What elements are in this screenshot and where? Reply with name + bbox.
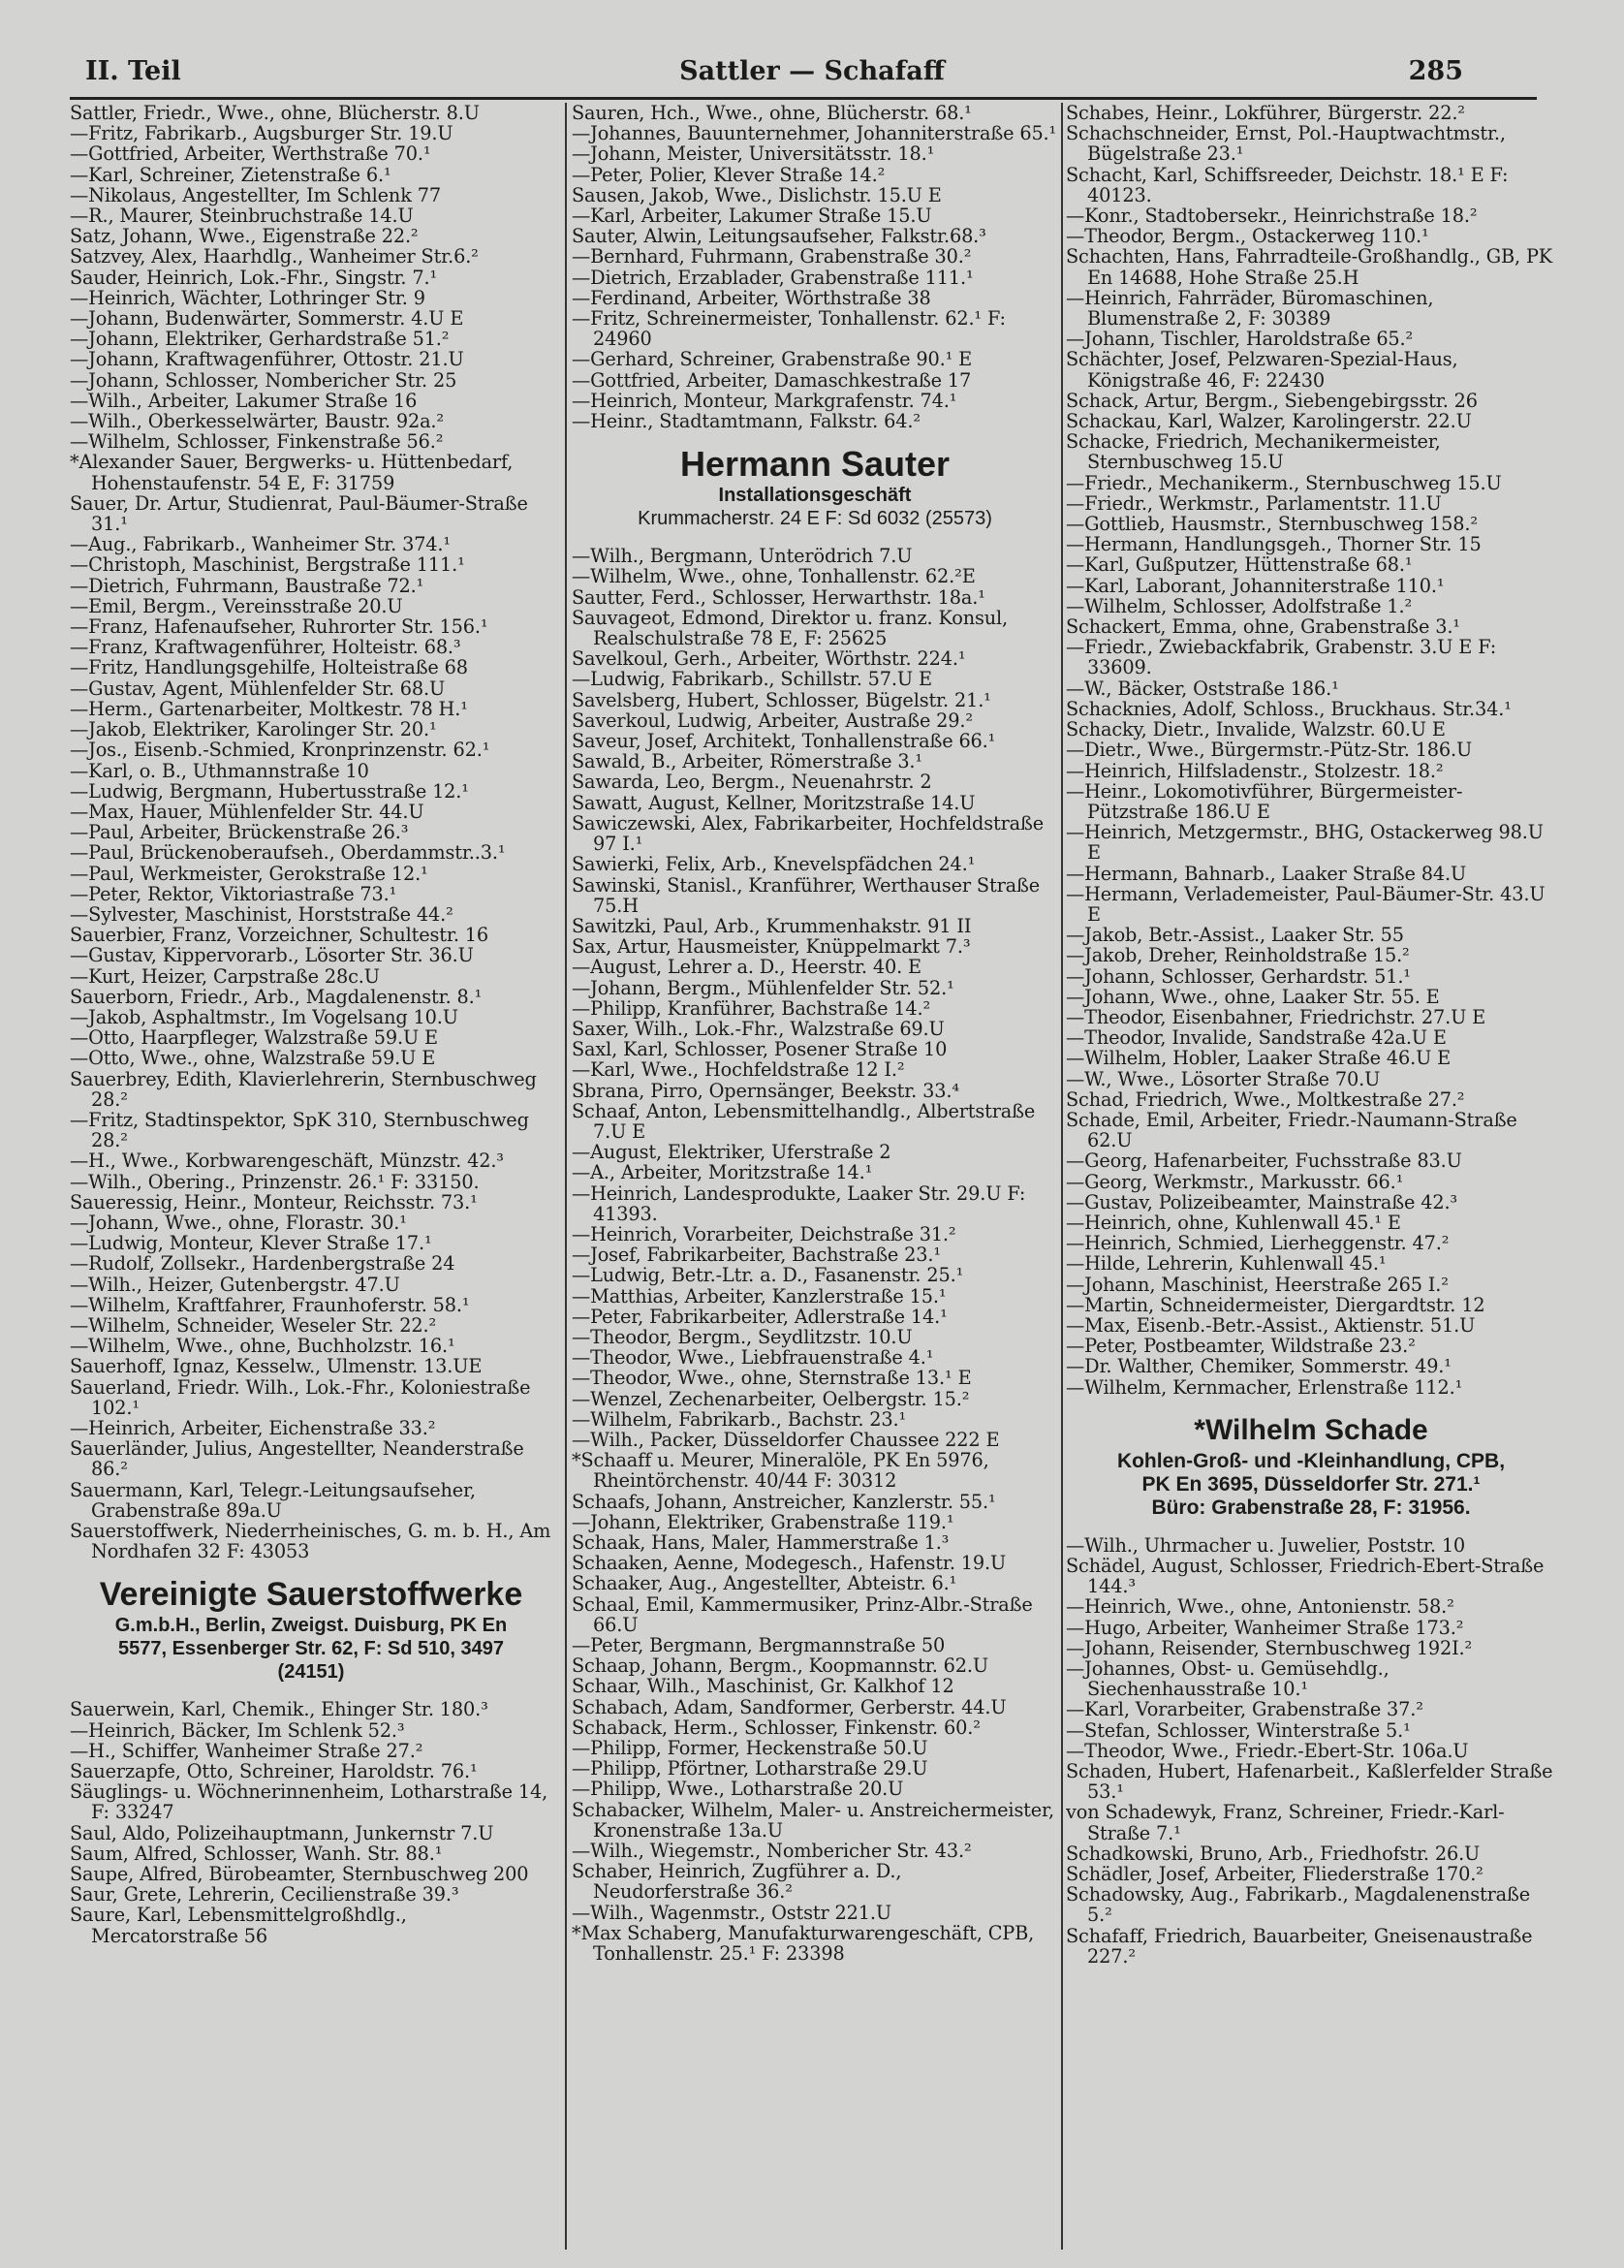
directory-entry: Schaap, Johann, Bergm., Koopmannstr. 62.U: [572, 1654, 988, 1678]
header-rule: [70, 97, 1537, 100]
directory-entry: —Paul, Arbeiter, Brückenstraße 26.³: [70, 821, 409, 844]
directory-entry: Sauter, Alwin, Leitungsaufseher, Falkstr.68.³: [572, 225, 986, 248]
directory-entry: —Karl, Schreiner, Zietenstraße 6.¹: [70, 163, 391, 186]
column-left: [70, 103, 552, 2254]
directory-entry: —Theodor, Invalide, Sandstraße 42a.U E: [1066, 1026, 1447, 1050]
directory-entry: —Otto, Wwe., ohne, Walzstraße 59.U E: [70, 1047, 436, 1070]
page-header: [0, 56, 1624, 95]
directory-entry: —Johann, Wwe., ohne, Florastr. 30.¹: [70, 1211, 407, 1234]
directory-entry: Schafaff, Friedrich, Bauarbeiter, Gneisenaustraße 227.²: [1066, 1924, 1533, 1968]
directory-entry: Schaden, Hubert, Hafenarbeit., Kaßlerfelder Straße 53.¹: [1066, 1760, 1553, 1804]
directory-entry: —Heinrich, Wächter, Lothringer Str. 9: [70, 286, 425, 309]
directory-entry: Schabes, Heinr., Lokführer, Bürgerstr. 22.²: [1066, 103, 1465, 124]
directory-entry: —Josef, Fabrikarbeiter, Bachstraße 23.¹: [572, 1244, 941, 1267]
directory-entry: —Wilhelm, Kernmacher, Erlenstraße 112.¹: [1066, 1375, 1463, 1399]
directory-entry: —Theodor, Bergm., Ostackerweg 110.¹: [1066, 225, 1429, 248]
directory-entry: —Peter, Fabrikarbeiter, Adlerstraße 14.¹: [572, 1305, 948, 1328]
directory-entry: —Theodor, Eisenbahner, Friedrichstr. 27.U E: [1066, 1005, 1486, 1028]
directory-entry: Schaal, Emil, Kammermusiker, Prinz-Albr.-Straße 66.U: [572, 1592, 1033, 1636]
directory-entry: —Karl, Arbeiter, Lakumer Straße 15.U: [572, 205, 932, 228]
directory-entry: Sattler, Friedr., Wwe., ohne, Blücherstr. 8.U: [70, 103, 480, 124]
directory-entry: Sawitzki, Paul, Arb., Krummenhakstr. 91 II: [572, 914, 972, 937]
directory-entry: —Johann, Reisender, Sternbuschweg 192I.²: [1066, 1636, 1473, 1659]
directory-entry: Schacht, Karl, Schiffsreeder, Deichstr. 18.¹ E F: 40123.: [1066, 163, 1509, 206]
directory-entry: —Philipp, Kranführer, Bachstraße 14.²: [572, 996, 931, 1020]
directory-entry: —Fritz, Schreinermeister, Tonhallenstr. 62.¹ F: 24960: [572, 307, 1006, 351]
directory-entry: —Johann, Wwe., ohne, Laaker Str. 55. E: [1066, 985, 1440, 1008]
directory-entry: —Dietr., Wwe., Bürgermstr.-Pütz-Str. 186.U: [1066, 739, 1473, 762]
directory-entry: —Johann, Bergm., Mühlenfelder Str. 52.¹: [572, 976, 954, 999]
directory-entry: *Schaaff u. Meurer, Mineralöle, PK En 5976, Rheintörchenstr. 40/44 F: 30312: [572, 1449, 989, 1493]
directory-entry: —Johann, Schlosser, Gerhardstr. 51.¹: [1066, 964, 1411, 988]
directory-entry: Sauren, Hch., Wwe., ohne, Blücherstr. 68.¹: [572, 103, 972, 124]
advert-title: Vereinigte Sauerstoffwerke: [99, 1576, 523, 1614]
directory-entry: Saverkoul, Ludwig, Arbeiter, Austraße 29.²: [572, 709, 973, 732]
directory-entry: Sauerbier, Franz, Vorzeichner, Schultestr. 16: [70, 924, 489, 947]
directory-entry: —Heinrich, Hilfsladenstr., Stolzestr. 18.²: [1066, 759, 1444, 782]
advert-line: Kohlen-Groß- und -Kleinhandlung, CPB,: [1116, 1449, 1506, 1472]
directory-entry: —Herm., Gartenarbeiter, Moltkestr. 78 H.¹: [70, 697, 468, 720]
directory-entry: Schacke, Friedrich, Mechanikermeister, Sternbuschweg 15.U: [1066, 430, 1441, 474]
directory-entry: —Emil, Bergm., Vereinsstraße 20.U: [70, 594, 403, 617]
directory-entry: —Christoph, Maschinist, Bergstraße 111.¹: [70, 553, 465, 577]
directory-entry: Schaaken, Aenne, Modegesch., Hafenstr. 19.U: [572, 1552, 1007, 1575]
directory-entry: Schachten, Hans, Fahrradteile-Großhandlg., GB, PK En 14688, Hohe Straße 25.H: [1066, 245, 1553, 289]
directory-entry: Sawarda, Leo, Bergm., Neuenahrstr. 2: [572, 771, 932, 794]
directory-entry: Saul, Aldo, Polizeihauptmann, Junkernstr 7.U: [70, 1821, 494, 1844]
directory-entry: Sbrana, Pirro, Opernsänger, Beekstr. 33.⁴: [572, 1079, 959, 1102]
directory-entry: —Georg, Hafenarbeiter, Fuchsstraße 83.U: [1066, 1150, 1462, 1173]
directory-entry: —Philipp, Pförtner, Lotharstraße 29.U: [572, 1757, 928, 1780]
page-title: Sattler — Schafaff: [679, 56, 945, 86]
directory-entry: —Max, Hauer, Mühlenfelder Str. 44.U: [70, 800, 424, 823]
directory-entry: —Johannes, Bauunternehmer, Johanniterstraße 65.¹: [572, 122, 1057, 145]
directory-entry: Schaak, Hans, Maler, Hammerstraße 1.³: [572, 1531, 950, 1554]
directory-entry: —Wenzel, Zechenarbeiter, Oelbergstr. 15.²: [572, 1387, 970, 1410]
directory-entry: —Heinrich, Bäcker, Im Schlenk 52.³: [70, 1718, 405, 1742]
directory-entry: —Paul, Werkmeister, Gerokstraße 12.¹: [70, 862, 428, 885]
directory-entry: —Jakob, Dreher, Reinholdstraße 15.²: [1066, 944, 1410, 967]
directory-entry: —Hilde, Lehrerin, Kuhlenwall 45.¹: [1066, 1252, 1387, 1276]
column-divider: [565, 103, 567, 2250]
directory-entry: —Peter, Postbeamter, Wildstraße 23.²: [1066, 1335, 1416, 1358]
directory-entry: —Ludwig, Fabrikarb., Schillstr. 57.U E: [572, 668, 932, 691]
directory-entry: —Friedr., Mechanikerm., Sternbuschweg 15.U: [1066, 471, 1502, 494]
directory-entry: Schaback, Herm., Schlosser, Finkenstr. 60.²: [572, 1716, 981, 1739]
directory-entry: —Georg, Werkmstr., Markusstr. 66.¹: [1066, 1170, 1404, 1193]
advert-vereinigte-sauerstoffwerke: [70, 1575, 552, 1684]
directory-entry: —Friedr., Zwiebackfabrik, Grabenstr. 3.U E F: 33609.: [1066, 636, 1497, 679]
directory-entry: —Jos., Eisenb.-Schmied, Kronprinzenstr. 62.¹: [70, 739, 490, 762]
directory-entry: Schädler, Josef, Arbeiter, Fliederstraße 170.²: [1066, 1863, 1483, 1886]
directory-entry: Satz, Johann, Wwe., Eigenstraße 22.²: [70, 225, 419, 248]
directory-entry: —Theodor, Wwe., Friedr.-Ebert-Str. 106a.U: [1066, 1739, 1469, 1762]
advert-title: Hermann Sauter: [679, 444, 951, 485]
directory-entry: —Hermann, Bahnarb., Laaker Straße 84.U: [1066, 862, 1467, 885]
directory-entry: —Wilhelm, Wwe., ohne, Buchholzstr. 16.¹: [70, 1335, 455, 1358]
entry-list: [572, 546, 1058, 1964]
directory-entry: —Johann, Meister, Universitätsstr. 18.¹: [572, 142, 935, 166]
advert-line: (24151): [277, 1661, 345, 1684]
directory-entry: —Heinr., Lokomotivführer, Bürgermeister-Pützstraße 186.U E: [1066, 779, 1463, 823]
directory-entry: Saxl, Karl, Schlosser, Posener Straße 10: [572, 1038, 948, 1061]
directory-entry: —Wilh., Packer, Düsseldorfer Chaussee 222 E: [572, 1428, 1000, 1451]
directory-entry: —Dietrich, Erzablader, Grabenstraße 111.¹: [572, 266, 974, 289]
directory-entry: —Hermann, Verlademeister, Paul-Bäumer-Str. 43.U E: [1066, 882, 1546, 926]
directory-entry: —Gustav, Agent, Mühlenfelder Str. 68.U: [70, 677, 446, 700]
directory-entry: —Wilhelm, Fabrikarb., Bachstr. 23.¹: [572, 1407, 907, 1431]
directory-entry: —Johann, Schlosser, Nombericher Str. 25: [70, 368, 457, 392]
directory-entry: —A., Arbeiter, Moritzstraße 14.¹: [572, 1161, 873, 1184]
entry-list: [572, 103, 1058, 431]
directory-entry: —Johannes, Obst- u. Gemüsehdlg., Siechenhausstraße 10.¹: [1066, 1657, 1390, 1701]
advert-line: PK En 3695, Düsseldorfer Str. 271.¹: [1141, 1472, 1481, 1496]
directory-entry: —Heinrich, Landesprodukte, Laaker Str. 29.U F: 41393.: [572, 1181, 1026, 1225]
directory-entry: Sauerhoff, Ignaz, Kesselw., Ulmenstr. 13.UE: [70, 1355, 483, 1378]
directory-entry: —Wilhelm, Schlosser, Adolfstraße 1.²: [1066, 594, 1413, 617]
directory-entry: —Jakob, Elektriker, Karolinger Str. 20.¹: [70, 718, 437, 741]
directory-entry: Sausen, Jakob, Wwe., Dislichstr. 15.U E: [572, 183, 942, 206]
directory-entry: —Sylvester, Maschinist, Horststraße 44.²: [70, 902, 453, 926]
directory-entry: —Konr., Stadtobersekr., Heinrichstraße 18.²: [1066, 205, 1478, 228]
directory-entry: —Aug., Fabrikarb., Wanheimer Str. 374.¹: [70, 533, 451, 556]
directory-entry: Saueressig, Heinr., Monteur, Reichsstr. 73.¹: [70, 1190, 478, 1213]
column-right: [1066, 103, 1556, 2254]
directory-entry: Sauvageot, Edmond, Direktor u. franz. Konsul, Realschulstraße 78 E, F: 25625: [572, 606, 1008, 650]
directory-entry: Saxer, Wilh., Lok.-Fhr., Walzstraße 69.U: [572, 1017, 945, 1040]
page-number: 285: [1408, 56, 1463, 86]
directory-entry: Schacky, Dietr., Invalide, Walzstr. 60.U E: [1066, 718, 1446, 741]
directory-entry: —Wilhelm, Schneider, Weseler Str. 22.²: [70, 1313, 437, 1337]
directory-entry: —Heinrich, Monteur, Markgrafenstr. 74.¹: [572, 389, 957, 412]
directory-entry: Saveur, Josef, Architekt, Tonhallenstraße 66.¹: [572, 730, 996, 753]
directory-entry: —Max, Eisenb.-Betr.-Assist., Aktienstr. 51.U: [1066, 1313, 1476, 1337]
directory-entry: —Philipp, Wwe., Lotharstraße 20.U: [572, 1778, 904, 1801]
directory-entry: Saure, Karl, Lebensmittelgroßhdlg., Mercatorstraße 56: [70, 1904, 407, 1947]
directory-entry: —Wilhelm, Kraftfahrer, Fraunhoferstr. 58.¹: [70, 1293, 470, 1316]
directory-entry: —Heinr., Stadtamtmann, Falkstr. 64.²: [572, 410, 921, 433]
directory-entry: —Gottfried, Arbeiter, Damaschkestraße 17: [572, 368, 972, 392]
directory-entry: Saum, Alfred, Schlosser, Wanh. Str. 88.¹: [70, 1842, 443, 1865]
directory-entry: Sauerwein, Karl, Chemik., Ehinger Str. 180.³: [70, 1698, 488, 1721]
directory-entry: Schabach, Adam, Sandformer, Gerberstr. 44.U: [572, 1695, 1007, 1718]
directory-entry: Sauermann, Karl, Telegr.-Leitungsaufseher, Grabenstraße 89a.U: [70, 1478, 476, 1522]
directory-entry: —Wilh., Heizer, Gutenbergstr. 47.U: [70, 1273, 400, 1296]
directory-entry: *Alexander Sauer, Bergwerks- u. Hüttenbedarf, Hohenstaufenstr. 54 E, F: 31759: [70, 451, 514, 494]
directory-entry: —Theodor, Wwe., ohne, Sternstraße 13.¹ E: [572, 1367, 972, 1390]
directory-entry: —Fritz, Fabrikarb., Augsburger Str. 19.U: [70, 122, 453, 145]
directory-entry: Schächter, Josef, Pelzwaren-Spezial-Haus, Königstraße 46, F: 22430: [1066, 348, 1458, 392]
directory-entry: Satzvey, Alex, Haarhdlg., Wanheimer Str.6.²: [70, 245, 479, 268]
column-middle: [572, 103, 1058, 2254]
directory-entry: Sawierki, Felix, Arb., Knevelspfädchen 24.¹: [572, 853, 976, 876]
directory-entry: —Wilh., Wiegemstr., Nombericher Str. 43.²: [572, 1840, 972, 1863]
directory-entry: —Kurt, Heizer, Carpstraße 28c.U: [70, 964, 380, 988]
directory-entry: Sautter, Ferd., Schlosser, Herwarthstr. 18a.¹: [572, 585, 985, 609]
directory-entry: Schaar, Wilh., Maschinist, Gr. Kalkhof 12: [572, 1675, 954, 1698]
section-label: II. Teil: [85, 56, 181, 86]
directory-entry: —Peter, Polier, Klever Straße 14.²: [572, 163, 886, 186]
directory-entry: —Gerhard, Schreiner, Grabenstraße 90.¹ E: [572, 348, 973, 371]
directory-entry: —Wilhelm, Schlosser, Finkenstraße 56.²: [70, 430, 444, 454]
directory-entry: —Stefan, Schlosser, Winterstraße 5.¹: [1066, 1718, 1411, 1742]
directory-entry: Schadkowski, Bruno, Arb., Friedhofstr. 26.U: [1066, 1842, 1481, 1865]
directory-entry: —Wilhelm, Hobler, Laaker Straße 46.U E: [1066, 1047, 1452, 1070]
directory-entry: —Peter, Rektor, Viktoriastraße 73.¹: [70, 882, 397, 905]
directory-entry: Schaaker, Aug., Angestellter, Abteistr. 6.¹: [572, 1572, 957, 1595]
directory-entry: —Theodor, Bergm., Seydlitzstr. 10.U: [572, 1325, 913, 1348]
directory-entry: —Fritz, Stadtinspektor, SpK 310, Sternbuschweg 28.²: [70, 1108, 529, 1152]
directory-entry: Schacknies, Adolf, Schloss., Bruckhaus. Str.34.¹: [1066, 697, 1512, 720]
advert-line: 5577, Essenberger Str. 62, F: Sd 510, 3497: [117, 1638, 504, 1660]
directory-entry: —Johann, Kraftwagenführer, Ottostr. 21.U: [70, 348, 464, 371]
directory-entry: —Karl, Vorarbeiter, Grabenstraße 37.²: [1066, 1698, 1423, 1721]
directory-entry: Sauerborn, Friedr., Arb., Magdalenenstr. 8.¹: [70, 985, 483, 1008]
advert-line: Krummacherstr. 24 E F: Sd 6032 (25573): [638, 508, 992, 530]
directory-entry: Savelsberg, Hubert, Schlosser, Bügelstr. 21.¹: [572, 688, 991, 711]
directory-entry: —Ludwig, Betr.-Ltr. a. D., Fasanenstr. 25.¹: [572, 1264, 964, 1287]
directory-entry: Saupe, Alfred, Bürobeamter, Sternbuschweg 200: [70, 1863, 529, 1886]
advert-hermann-sauter: [572, 445, 1058, 530]
directory-entry: Sauerstoffwerk, Niederrheinisches, G. m. b. H., Am Nordhafen 32 F: 43053: [70, 1520, 551, 1563]
directory-entry: —Wilh., Arbeiter, Lakumer Straße 16: [70, 389, 418, 412]
directory-entry: Sawiczewski, Alex, Fabrikarbeiter, Hochfeldstraße 97 I.¹: [572, 811, 1044, 856]
advert-line: Installationsgeschäft: [718, 485, 912, 507]
advert-line: G.m.b.H., Berlin, Zweigst. Duisburg, PK En: [114, 1615, 508, 1637]
entry-list: [70, 103, 552, 1561]
directory-entry: Schachschneider, Ernst, Pol.-Hauptwachtmstr., Bügelstraße 23.¹: [1066, 122, 1506, 166]
directory-entry: Schack, Artur, Bergm., Siebengebirgsstr. 26: [1066, 389, 1478, 412]
directory-entry: —Ludwig, Monteur, Klever Straße 17.¹: [70, 1232, 432, 1255]
directory-entry: —Johann, Maschinist, Heerstraße 265 I.²: [1066, 1273, 1449, 1296]
directory-entry: Säuglings- u. Wöchnerinnenheim, Lotharstraße 14, F: 33247: [70, 1780, 548, 1824]
directory-entry: —R., Maurer, Steinbruchstraße 14.U: [70, 205, 414, 228]
directory-entry: Sawald, B., Arbeiter, Römerstraße 3.¹: [572, 750, 922, 773]
directory-entry: —Heinrich, Wwe., ohne, Antonienstr. 58.²: [1066, 1595, 1454, 1619]
directory-entry: Sauerländer, Julius, Angestellter, Neanderstraße 86.²: [70, 1437, 524, 1481]
directory-entry: —H., Schiffer, Wanheimer Straße 27.²: [70, 1739, 423, 1762]
directory-entry: Schabacker, Wilhelm, Maler- u. Anstreichermeister, Kronenstraße 13a.U: [572, 1798, 1054, 1842]
directory-entry: —Franz, Hafenaufseher, Ruhrorter Str. 156.¹: [70, 615, 488, 639]
directory-entry: —Heinrich, ohne, Kuhlenwall 45.¹ E: [1066, 1211, 1401, 1234]
directory-entry: —H., Wwe., Korbwarengeschäft, Münzstr. 42.³: [70, 1150, 504, 1173]
directory-entry: —Karl, o. B., Uthmannstraße 10: [70, 759, 369, 782]
directory-entry: —W., Wwe., Lösorter Straße 70.U: [1066, 1067, 1381, 1090]
directory-entry: Schädel, August, Schlosser, Friedrich-Ebert-Straße 144.³: [1066, 1555, 1545, 1598]
directory-entry: —Friedr., Werkmstr., Parlamentstr. 11.U: [1066, 491, 1442, 515]
directory-entry: —Gottlieb, Hausmstr., Sternbuschweg 158.²: [1066, 513, 1478, 536]
directory-entry: *Max Schaberg, Manufakturwarengeschäft, CPB, Tonhallenstr. 25.¹ F: 23398: [572, 1921, 1035, 1966]
directory-entry: —Ferdinand, Arbeiter, Wörthstraße 38: [572, 286, 931, 309]
directory-entry: Sauer, Dr. Artur, Studienrat, Paul-Bäumer-Straße 31.¹: [70, 491, 528, 536]
directory-entry: —Wilh., Uhrmacher u. Juwelier, Poststr. 10: [1066, 1533, 1466, 1557]
directory-entry: —Johann, Elektriker, Grabenstraße 119.¹: [572, 1510, 954, 1533]
directory-entry: —Jakob, Betr.-Assist., Laaker Str. 55: [1066, 924, 1404, 947]
directory-entry: —Philipp, Former, Heckenstraße 50.U: [572, 1737, 928, 1760]
directory-entry: Sauder, Heinrich, Lok.-Fhr., Singstr. 7.¹: [70, 266, 438, 289]
directory-entry: Sauerbrey, Edith, Klavierlehrerin, Sternbuschweg 28.²: [70, 1067, 537, 1111]
directory-entry: —Paul, Brückenoberaufseh., Oberdammstr..3.¹: [70, 841, 506, 865]
directory-entry: —Rudolf, Zollsekr., Hardenbergstraße 24: [70, 1252, 455, 1276]
directory-entry: —Peter, Bergmann, Bergmannstraße 50: [572, 1634, 946, 1657]
directory-entry: —Wilh., Wagenmstr., Oststr 221.U: [572, 1901, 891, 1924]
directory-entry: Schackau, Karl, Walzer, Karolingerstr. 22.U: [1066, 410, 1472, 433]
directory-entry: —W., Bäcker, Oststraße 186.¹: [1066, 677, 1339, 700]
advert-wilhelm-schade: [1066, 1411, 1556, 1520]
directory-entry: —Karl, Laborant, Johanniterstraße 110.¹: [1066, 574, 1445, 597]
directory-entry: Sawinski, Stanisl., Kranführer, Werthauser Straße 75.H: [572, 873, 1040, 917]
directory-entry: —Heinrich, Vorarbeiter, Deichstraße 31.²: [572, 1222, 956, 1245]
directory-entry: —Wilhelm, Wwe., ohne, Tonhallenstr. 62.²E: [572, 565, 976, 588]
directory-entry: Schad, Friedrich, Wwe., Moltkestraße 27.²: [1066, 1087, 1465, 1111]
directory-entry: Schadowsky, Aug., Fabrikarb., Magdalenenstraße 5.²: [1066, 1883, 1531, 1927]
directory-entry: —Heinrich, Schmied, Lierheggenstr. 47.²: [1066, 1232, 1450, 1255]
directory-entry: —Johann, Elektriker, Gerhardstraße 51.²: [70, 328, 450, 351]
directory-entry: Schade, Emil, Arbeiter, Friedr.-Naumann-Straße 62.U: [1066, 1108, 1517, 1152]
directory-entry: —Johann, Budenwärter, Sommerstr. 4.U E: [70, 307, 464, 331]
directory-entry: —Heinrich, Metzgermstr., BHG, Ostackerweg 98.U E: [1066, 821, 1544, 865]
directory-entry: —Theodor, Wwe., Liebfrauenstraße 4.¹: [572, 1346, 934, 1370]
directory-entry: —Wilh., Obering., Prinzenstr. 26.¹ F: 33150.: [70, 1170, 480, 1193]
directory-entry: Schaafs, Johann, Anstreicher, Kanzlerstr. 55.¹: [572, 1490, 996, 1513]
directory-entry: —Karl, Gußputzer, Hüttenstraße 68.¹: [1066, 553, 1413, 577]
directory-entry: —Hermann, Handlungsgeh., Thorner Str. 15: [1066, 533, 1482, 556]
entry-list: [1066, 103, 1556, 1398]
directory-entry: von Schadewyk, Franz, Schreiner, Friedr.-Karl-Straße 7.¹: [1066, 1801, 1505, 1844]
directory-entry: —Nikolaus, Angestellter, Im Schlenk 77: [70, 183, 441, 206]
directory-entry: Schaber, Heinrich, Zugführer a. D., Neudorferstraße 36.²: [572, 1860, 902, 1904]
directory-entry: Savelkoul, Gerh., Arbeiter, Wörthstr. 224.¹: [572, 647, 966, 671]
directory-entry: Sauerland, Friedr. Wilh., Lok.-Fhr., Koloniestraße 102.¹: [70, 1375, 531, 1419]
directory-entry: —Karl, Wwe., Hochfeldstraße 12 I.²: [572, 1058, 905, 1082]
directory-entry: —Otto, Haarpfleger, Walzstraße 59.U E: [70, 1026, 438, 1050]
directory-entry: —Fritz, Handlungsgehilfe, Holteistraße 68: [70, 656, 468, 679]
directory-entry: —Dietrich, Fuhrmann, Baustraße 72.¹: [70, 574, 424, 597]
advert-title: *Wilhelm Schade: [1194, 1413, 1428, 1446]
directory-entry: —Johann, Tischler, Haroldstraße 65.²: [1066, 328, 1414, 351]
directory-entry: —August, Lehrer a. D., Heerstr. 40. E: [572, 956, 921, 979]
directory-entry: —Heinrich, Fahrräder, Büromaschinen, Blumenstraße 2, F: 30389: [1066, 286, 1434, 331]
directory-entry: —Dr. Walther, Chemiker, Sommerstr. 49.¹: [1066, 1355, 1452, 1378]
directory-entry: —Ludwig, Bergmann, Hubertusstraße 12.¹: [70, 779, 469, 803]
directory-entry: —Gustav, Kippervorarb., Lösorter Str. 36.U: [70, 944, 474, 967]
directory-entry: Schaaf, Anton, Lebensmittelhandlg., Albertstraße 7.U E: [572, 1099, 1036, 1143]
directory-entry: —Jakob, Asphaltmstr., Im Vogelsang 10.U: [70, 1005, 458, 1028]
column-divider: [1061, 103, 1063, 2250]
directory-entry: —Martin, Schneidermeister, Diergardtstr. 12: [1066, 1293, 1485, 1316]
entry-list: [70, 1699, 552, 1945]
advert-line: Büro: Grabenstraße 28, F: 31956.: [1151, 1496, 1471, 1519]
directory-entry: Sax, Artur, Hausmeister, Knüppelmarkt 7.³: [572, 935, 971, 959]
directory-entry: Schackert, Emma, ohne, Grabenstraße 3.¹: [1066, 615, 1460, 639]
directory-entry: —Wilh., Oberkesselwärter, Baustr. 92a.²: [70, 410, 444, 433]
directory-entry: —Wilh., Bergmann, Unterödrich 7.U: [572, 545, 913, 568]
directory-entry: —Matthias, Arbeiter, Kanzlerstraße 15.¹: [572, 1284, 947, 1307]
directory-entry: —August, Elektriker, Uferstraße 2: [572, 1141, 891, 1164]
directory-entry: —Heinrich, Arbeiter, Eichenstraße 33.²: [70, 1417, 436, 1439]
directory-entry: Sauerzapfe, Otto, Schreiner, Haroldstr. 76.¹: [70, 1760, 478, 1783]
directory-entry: —Gustav, Polizeibeamter, Mainstraße 42.³: [1066, 1190, 1458, 1213]
directory-entry: Saur, Grete, Lehrerin, Cecilienstraße 39.³: [70, 1883, 459, 1906]
entry-list: [1066, 1535, 1556, 1967]
directory-entry: —Bernhard, Fuhrmann, Grabenstraße 30.²: [572, 245, 972, 268]
directory-entry: —Gottfried, Arbeiter, Werthstraße 70.¹: [70, 142, 431, 166]
directory-entry: Sawatt, August, Kellner, Moritzstraße 14.U: [572, 791, 976, 814]
directory-entry: —Hugo, Arbeiter, Wanheimer Straße 173.²: [1066, 1616, 1464, 1639]
directory-entry: —Franz, Kraftwagenführer, Holteistr. 68.³: [70, 636, 461, 659]
